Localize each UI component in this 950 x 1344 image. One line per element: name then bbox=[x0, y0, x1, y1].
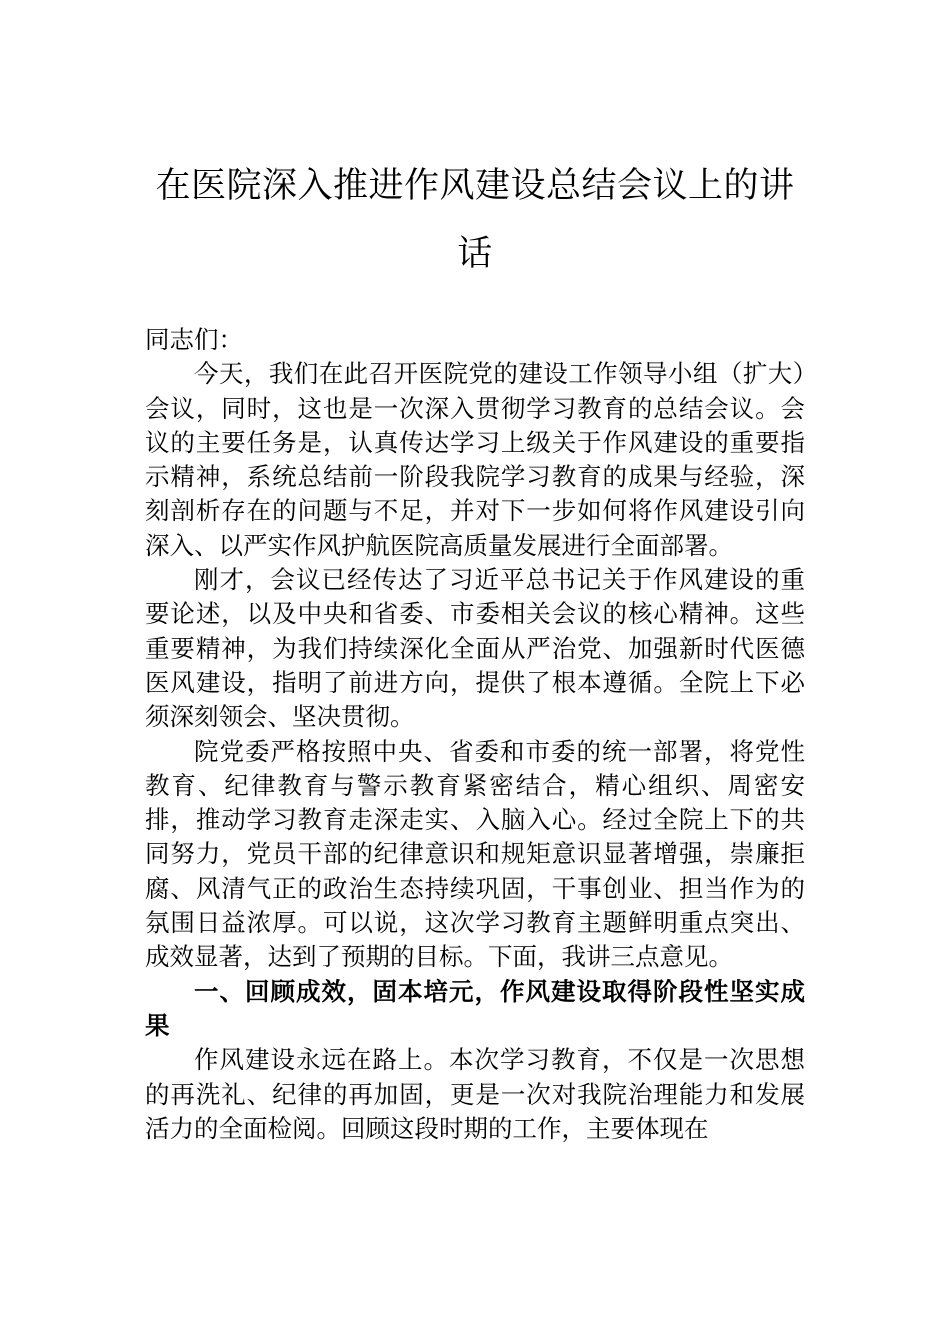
section-paragraph: 作风建设永远在路上。本次学习教育，不仅是一次思想的再洗礼、纪律的再加固，更是一次对我院治理能力和发展活力的全面检阅。回顾这段时期的工作，主要体现在 bbox=[145, 1045, 805, 1143]
salutation: 同志们： bbox=[145, 325, 243, 354]
section-heading: 一、回顾成效，固本培元，作风建设取得阶段性坚实成果 bbox=[145, 976, 805, 1040]
document-body bbox=[145, 323, 805, 1146]
document-title: 在医院深入推进作风建设总结会议上的讲话 bbox=[155, 166, 795, 274]
paragraph-spirit: 刚才，会议已经传达了习近平总书记关于作风建设的重要论述，以及中央和省委、市委相关会议的核心精神。这些重要精神，为我们持续深化全面从严治党、加强新时代医德医风建设，指明了前进方向，提供了根本遵循。全院上下必须深刻领会、坚决贯彻。 bbox=[145, 565, 805, 732]
paragraph-summary: 院党委严格按照中央、省委和市委的统一部署，将党性教育、纪律教育与警示教育紧密结合，精心组织、周密安排，推动学习教育走深走实、入脑入心。经过全院上下的共同努力，党员干部的纪律意识和规矩意识显著增强，崇廉拒腐、风清气正的政治生态持续巩固，干事创业、担当作为的氛围日益浓厚。可以说，这次学习教育主题鲜明重点突出、成效显著，达到了预期的目标。下面，我讲三点意见。 bbox=[145, 736, 805, 972]
paragraph-opening: 今天，我们在此召开医院党的建设工作领导小组（扩大）会议，同时，这也是一次深入贯彻学习教育的总结会议。会议的主要任务是，认真传达学习上级关于作风建设的重要指示精神，系统总结前一阶段我院学习教育的成果与经验，深刻剖析存在的问题与不足，并对下一步如何将作风建设引向深入、以严实作风护航医院高质量发展进行全面部署。 bbox=[145, 359, 805, 560]
